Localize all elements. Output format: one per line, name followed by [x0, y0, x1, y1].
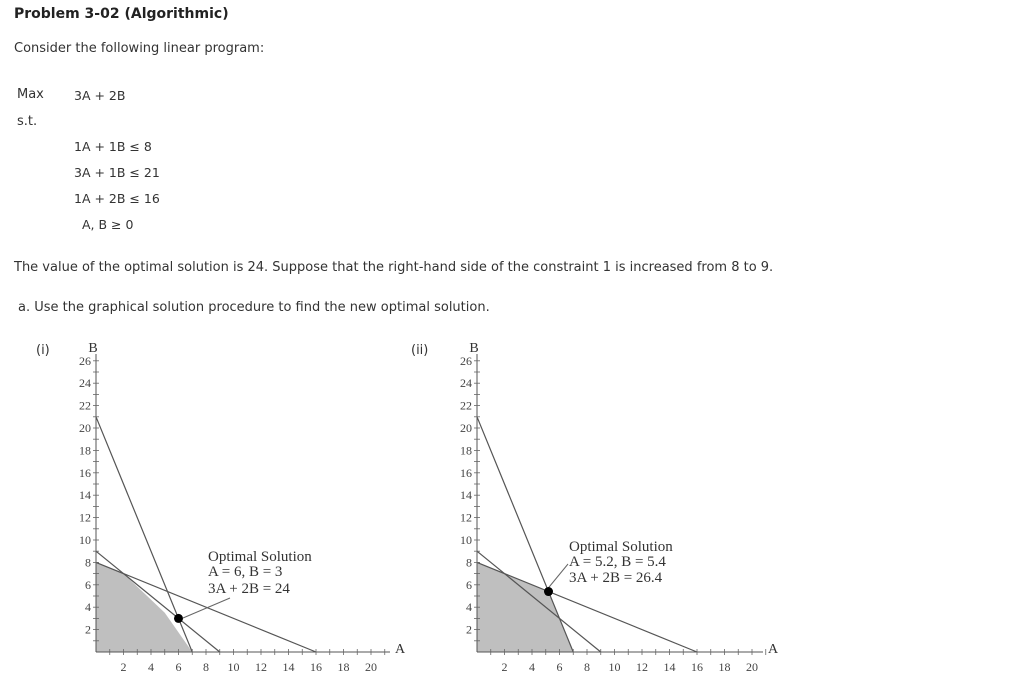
graph-i-x-ticks	[110, 649, 385, 673]
graph-ii-x-tick-label: 18	[718, 660, 731, 673]
graph-i-y-tick-label: 2	[85, 622, 91, 637]
graph-ii-y-tick-label: 24	[460, 376, 472, 391]
graph-ii-x-tick-label: 12	[636, 660, 648, 673]
graph-i-y-tick-label: 14	[79, 488, 91, 503]
graph-ii-x-tick-label: 8	[584, 660, 590, 673]
graph-ii-y-tick-label: 6	[466, 577, 472, 592]
graph-ii-annotation-title: Optimal Solution	[569, 539, 673, 555]
graph-i-annotation-solution: A = 6, B = 3	[208, 564, 283, 580]
graph-i-feasible-region	[96, 562, 192, 652]
objective-function: 3A + 2B	[74, 88, 126, 103]
graph-i-x-tick-label: 12	[255, 660, 267, 673]
intro-text: Consider the following linear program:	[14, 41, 265, 56]
graph-i-y-tick-label: 8	[85, 555, 91, 570]
nonnegativity-constraint: A, B ≥ 0	[82, 217, 134, 232]
graph-i-axis-a-label: A	[394, 642, 406, 657]
graph-i-optimal-point	[174, 614, 183, 623]
graph-i-axis-b-label: B	[88, 341, 98, 356]
graph-i-x-tick-label: 4	[148, 660, 154, 673]
graph-i-y-tick-label: 20	[79, 421, 91, 435]
graph-ii-annotation-solution: A = 5.2, B = 5.4	[569, 554, 666, 570]
graph-i-annotation-title: Optimal Solution	[208, 549, 312, 565]
graph-i-x-tick-label: 18	[337, 660, 350, 673]
graph-ii-y-tick-label: 20	[460, 421, 472, 435]
graph-ii-y-tick-label: 4	[466, 600, 472, 615]
constraint-3: 1A + 2B ≤ 16	[74, 191, 160, 206]
graph-ii-optimal-point	[544, 587, 553, 596]
graph-ii-option-label[interactable]: (ii)	[411, 343, 429, 358]
graph-ii-y-tick-label: 16	[460, 465, 472, 480]
graph-ii-x-tick-label: 16	[691, 660, 703, 673]
graph-i-x-tick-label: 2	[120, 660, 127, 673]
constraint-2: 3A + 1B ≤ 21	[74, 165, 160, 180]
graph-i-x-tick-label: 20	[365, 660, 377, 673]
graph-i-y-tick-label: 18	[79, 443, 91, 458]
graph-ii-y-tick-label: 14	[460, 488, 472, 503]
graph-ii-axis-b-label: B	[469, 341, 479, 356]
graph-ii-y-tick-label: 2	[466, 622, 472, 637]
graph-i-y-tick-label: 16	[79, 465, 91, 480]
graph-ii-x-tick-label: 14	[663, 660, 676, 673]
graph-i-x-tick-label: 6	[175, 660, 182, 673]
graph-i-y-tick-label: 10	[79, 533, 91, 547]
graph-ii-axis-a-label: A	[767, 642, 779, 657]
subject-to-label: s.t.	[17, 114, 38, 129]
graph-ii-y-tick-label: 10	[460, 533, 472, 547]
graph-i-y-tick-label: 4	[85, 600, 91, 615]
graph-ii-y-tick-label: 22	[460, 398, 472, 413]
graph-ii-y-tick-label: 12	[460, 510, 472, 525]
graph-i-option-label[interactable]: (i)	[36, 343, 50, 358]
graph-i-annotation-value: 3A + 2B = 24	[208, 581, 290, 597]
graph-ii-y-tick-label: 26	[460, 353, 472, 368]
graph-i-y-tick-label: 22	[79, 398, 91, 413]
graph-ii-chart	[441, 336, 801, 673]
graph-ii-x-tick-label: 10	[608, 660, 621, 673]
graph-ii-annotation-value: 3A + 2B = 26.4	[569, 570, 663, 586]
graph-i-chart	[60, 336, 420, 673]
graph-i-x-tick-label: 10	[227, 660, 240, 673]
graph-i-y-tick-label: 24	[79, 376, 91, 391]
graph-ii-x-tick-label: 20	[746, 660, 758, 673]
graph-ii-x-tick-label: 2	[501, 660, 508, 673]
part-a-question: a. Use the graphical solution procedure to find the new optimal solution.	[18, 300, 490, 315]
objective-label: Max	[17, 87, 44, 102]
graph-ii-x-tick-label: 4	[529, 660, 535, 673]
graph-i-x-tick-label: 16	[310, 660, 322, 673]
graph-i-x-tick-label: 14	[282, 660, 295, 673]
problem-statement: The value of the optimal solution is 24. Suppose that the right-hand side of the constraint 1 is increased from 8 to 9.	[14, 260, 774, 275]
graph-ii-x-ticks	[491, 649, 766, 673]
graph-ii-y-tick-label: 18	[460, 443, 472, 458]
graph-i-x-tick-label: 8	[203, 660, 209, 673]
graph-i-y-tick-label: 26	[79, 353, 91, 368]
constraint-1: 1A + 1B ≤ 8	[74, 139, 152, 154]
graph-ii-x-tick-label: 6	[556, 660, 563, 673]
graph-i-y-tick-label: 6	[85, 577, 91, 592]
problem-title: Problem 3-02 (Algorithmic)	[14, 6, 229, 22]
graph-i-y-tick-label: 12	[79, 510, 91, 525]
graph-ii-y-tick-label: 8	[466, 555, 472, 570]
